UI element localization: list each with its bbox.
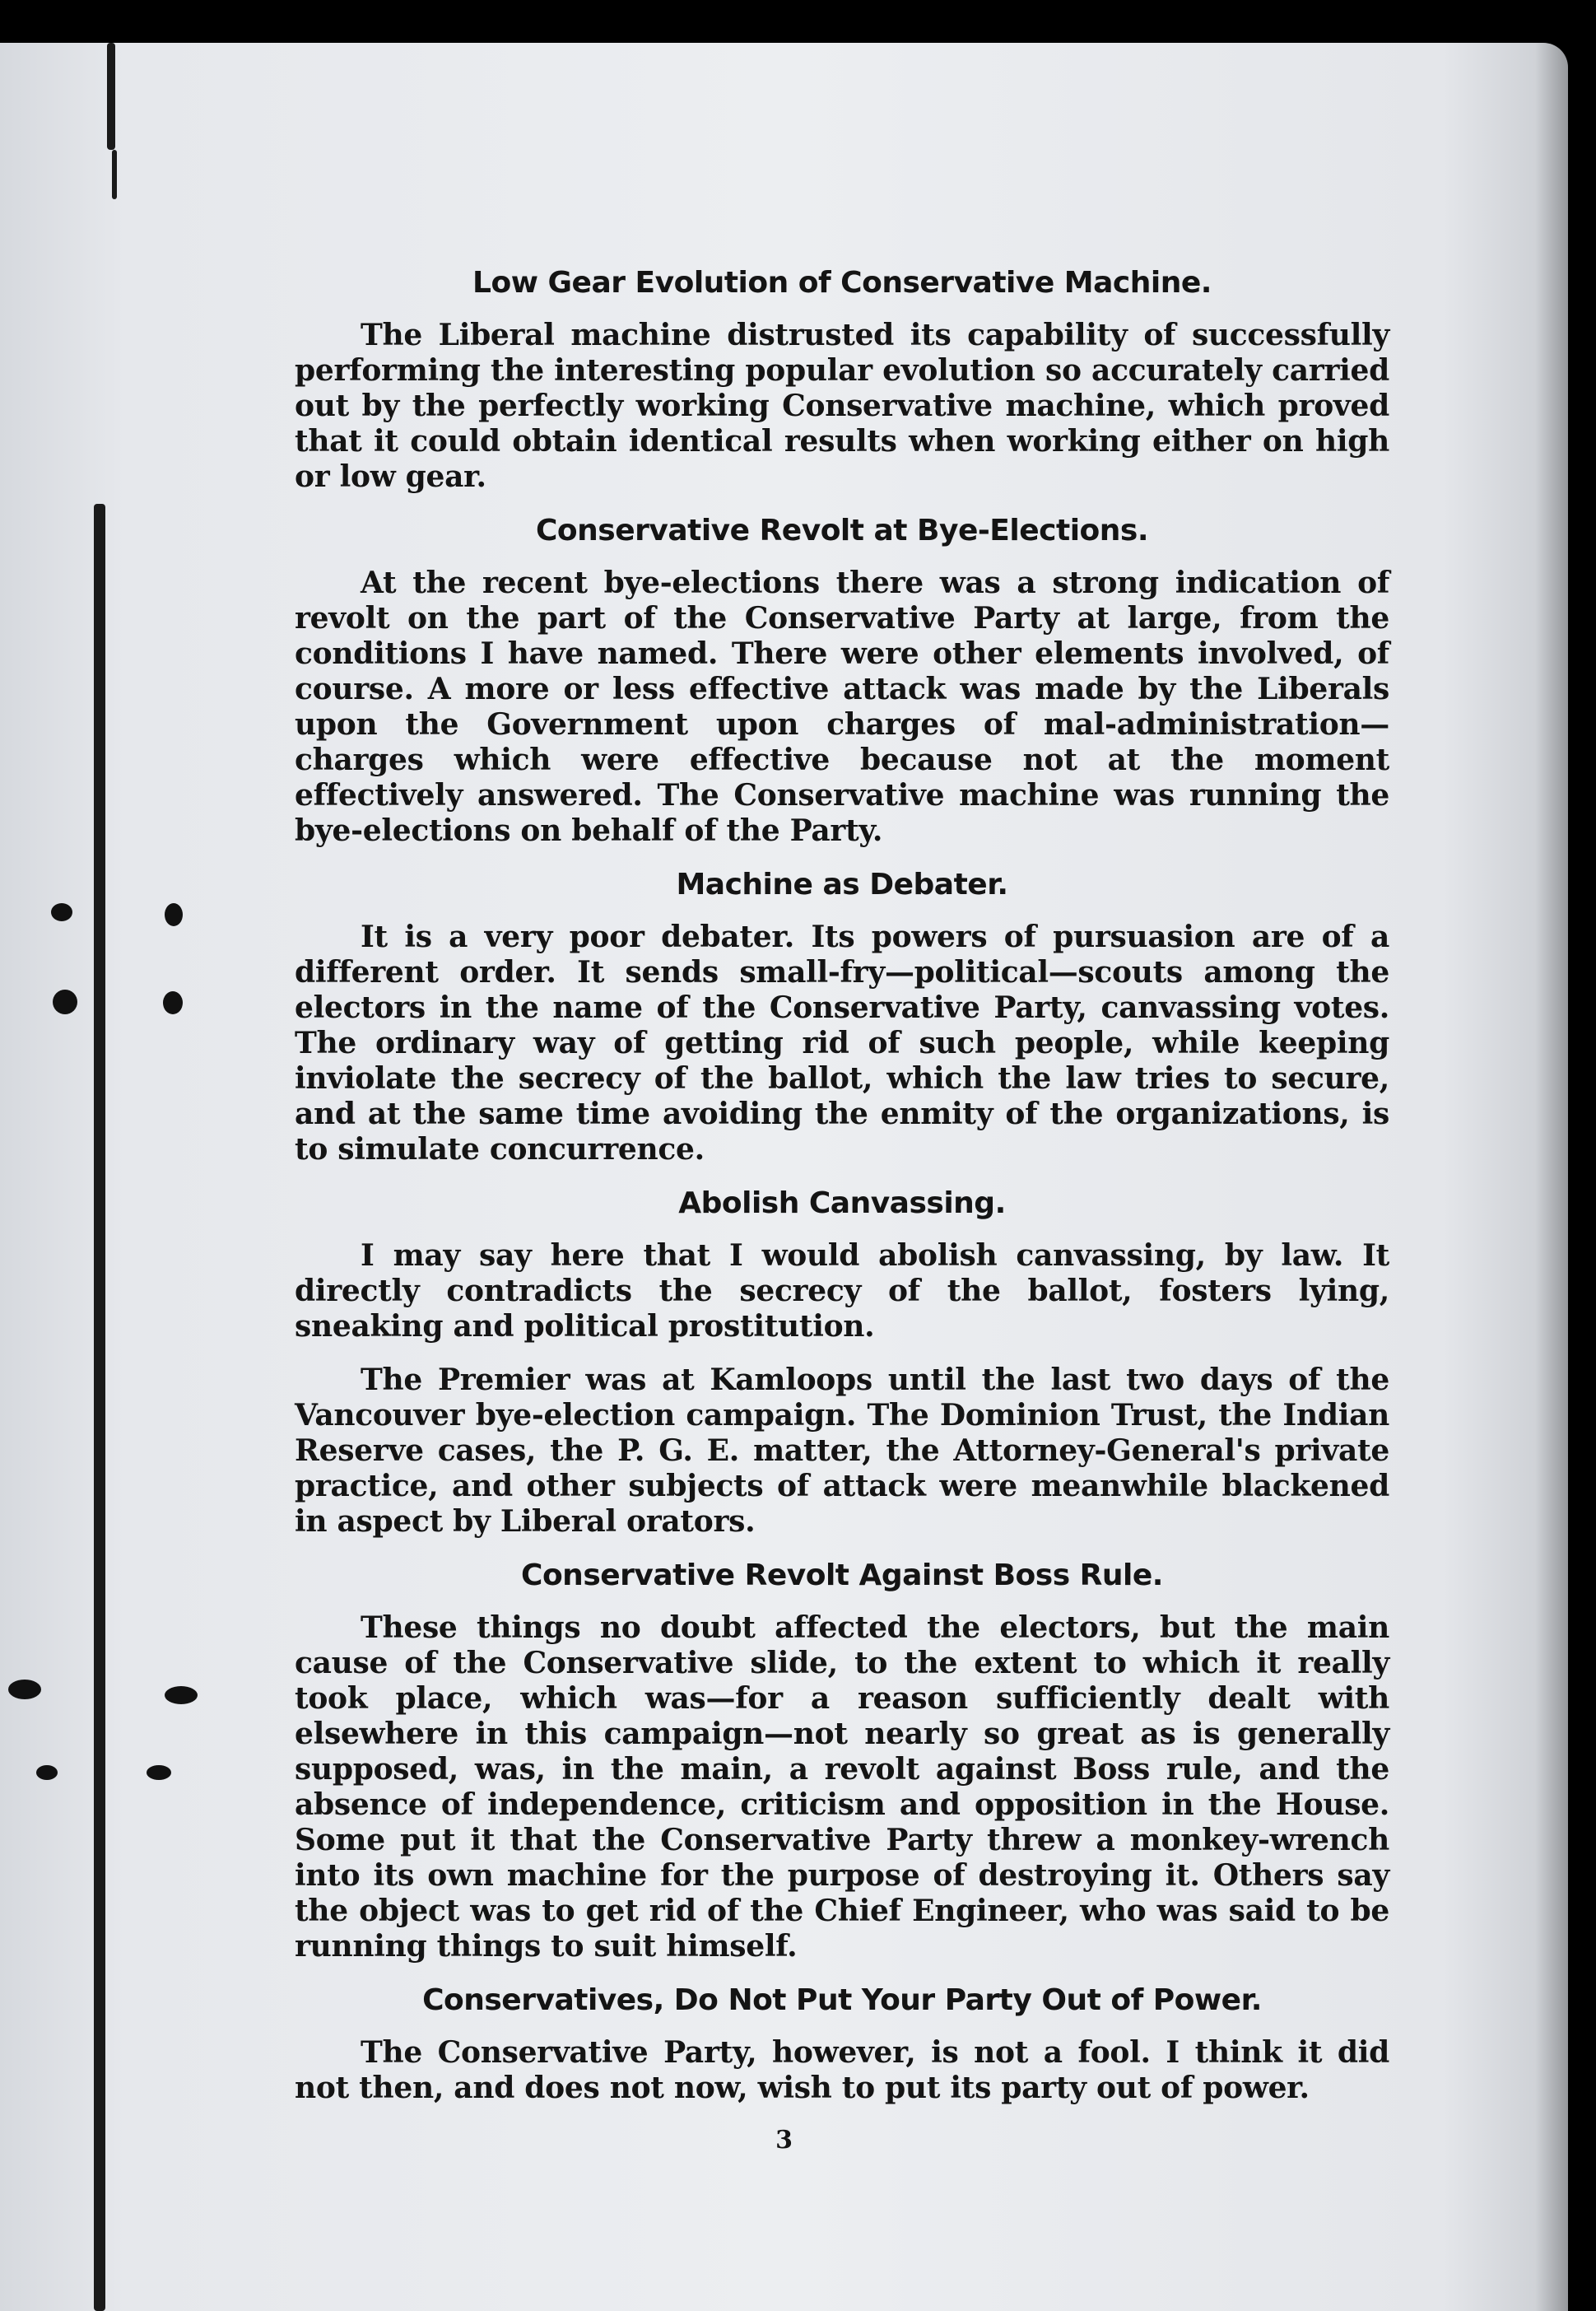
binding-hole-mark: [163, 991, 183, 1014]
section-heading: Abolish Canvassing.: [678, 1186, 1006, 1220]
paragraph: The Conservative Party, however, is not a fool. I think it did not then, and does not now, wish to put its party out of power.: [295, 2035, 1389, 2105]
paragraph: It is a very poor debater. Its powers of pursuasion are of a different order. It sends small-fry—political—scouts among the electors in the name of the Conservative Party, canvassing votes. The ordinary way of getting rid of such people, while keeping inviolate the secrecy of the ballot, which the law tries to secure, and at the same time avoiding the enmity of the organizations, is to simulate concurrence.: [295, 920, 1389, 1167]
page-edge-shadow: [1535, 43, 1568, 2311]
binding-hole-mark: [36, 1765, 58, 1780]
binding-mark: [94, 504, 105, 2311]
section-heading: Conservative Revolt Against Boss Rule.: [521, 1559, 1163, 1592]
binding-hole-mark: [165, 1686, 198, 1704]
paragraph: The Premier was at Kamloops until the last two days of the Vancouver bye-election campaign. The Dominion Trust, the Indian Reserve cases, the P. G. E. matter, the Attorney-General's private practice, and other subjects of attack were meanwhile blackened in aspect by Liberal orators.: [295, 1363, 1389, 1539]
binding-hole-mark: [8, 1680, 41, 1699]
binding-mark: [107, 43, 115, 150]
binding-hole-mark: [53, 990, 77, 1014]
section-heading: Machine as Debater.: [676, 868, 1008, 902]
page-number: 3: [775, 2126, 793, 2155]
paragraph: These things no doubt affected the electors, but the main cause of the Conservative slide, to the extent to which it really took place, which was—for a reason sufficiently dealt with elsewhere in this campaign—not nearly so great as is generally supposed, was, in the main, a revolt against Boss rule, and the absence of independence, criticism and opposition in the House. Some put it that the Conservative Party threw a monkey-wrench into its own machine for the purpose of destroying it. Others say the object was to get rid of the Chief Engineer, who was said to be running things to suit himself.: [295, 1610, 1389, 1964]
paragraph: I may say here that I would abolish canvassing, by law. It directly contradicts the secrecy of the ballot, fosters lying, sneaking and political prostitution.: [295, 1238, 1389, 1344]
article-body: [295, 265, 1389, 2124]
section-heading: Conservatives, Do Not Put Your Party Out of Power.: [422, 1983, 1262, 2017]
section-heading: Conservative Revolt at Bye-Elections.: [535, 514, 1149, 547]
paragraph: The Liberal machine distrusted its capability of successfully performing the interesting popular evolution so accurately carried out by the perfectly working Conservative machine, which proved that it could obtain identical results when working either on high or low gear.: [295, 318, 1389, 494]
binding-mark: [112, 150, 117, 199]
document-page: [0, 43, 1568, 2311]
binding-hole-mark: [147, 1765, 171, 1780]
binding-hole-mark: [51, 903, 72, 921]
section-heading: Low Gear Evolution of Conservative Machine.: [472, 266, 1212, 300]
paragraph: At the recent bye-elections there was a strong indication of revolt on the part of the Conservative Party at large, from the conditions I have named. There were other elements involved, of course. A more or less effective attack was made by the Liberals upon the Government upon charges of mal-administration—charges which were effective because not at the moment effectively answered. The Conservative machine was running the bye-elections on behalf of the Party.: [295, 566, 1389, 848]
binding-margin: [107, 43, 123, 2311]
binding-hole-mark: [165, 903, 183, 926]
